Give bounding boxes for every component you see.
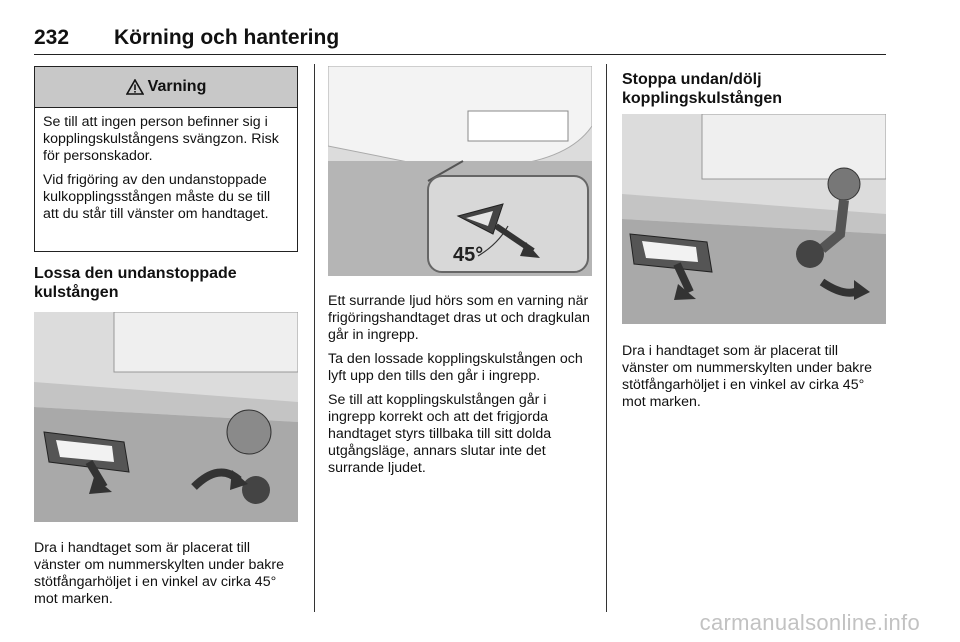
warning-box xyxy=(34,66,298,252)
warning-header xyxy=(35,67,297,108)
paragraph: Ett surrande ljud hörs som en varning när frigöringshandtaget dras ut och dragkulan går in ingrepp. xyxy=(328,293,590,343)
column-divider xyxy=(606,64,607,612)
column-divider xyxy=(314,64,315,612)
figure-stow-towbar xyxy=(622,114,886,324)
warning-body xyxy=(35,108,297,223)
page-number: 232 xyxy=(34,26,70,49)
figure-release-handle xyxy=(34,312,298,522)
warning-paragraph: Se till att ingen person befinner sig i kopplingskulstångens svängzon. Risk för personskador. xyxy=(43,114,279,164)
chapter-title: Körning och hantering xyxy=(114,26,340,49)
warning-title: Varning xyxy=(147,78,207,95)
page-header xyxy=(34,22,886,55)
figure-handle-angle xyxy=(328,66,592,276)
paragraph: Se till att kopplingskulstången går i ingrepp korrekt och att det frigjorda handtaget styrs tillbaka till sitt dolda utgångsläge, annars slutar inte det surrande ljudet. xyxy=(328,392,552,476)
angle-label: 45° xyxy=(453,244,484,266)
middle-text xyxy=(328,293,592,484)
warning-triangle-icon xyxy=(126,79,144,95)
warning-paragraph: Vid frigöring av den undanstoppade kulkopplingsstången måste du se till att du står till vänster om handtaget. xyxy=(43,172,271,222)
watermark: carmanualsonline.info xyxy=(699,610,920,635)
paragraph: Ta den lossade kopplingskulstången och lyft upp den tills den går i ingrepp. xyxy=(328,351,583,384)
section-heading-release: Lossa den undanstoppade kulstången xyxy=(34,265,237,301)
caption-stow: Dra i handtaget som är placerat till vänster om nummerskylten under bakre stötfångarhöljet i en vinkel av cirka 45° mot marken. xyxy=(622,343,872,410)
section-heading-stow: Stoppa undan/dölj kopplingskulstången xyxy=(622,71,783,107)
caption-release: Dra i handtaget som är placerat till vänster om nummerskylten under bakre stötfångarhöljet i en vinkel av cirka 45° mot marken. xyxy=(34,540,284,607)
